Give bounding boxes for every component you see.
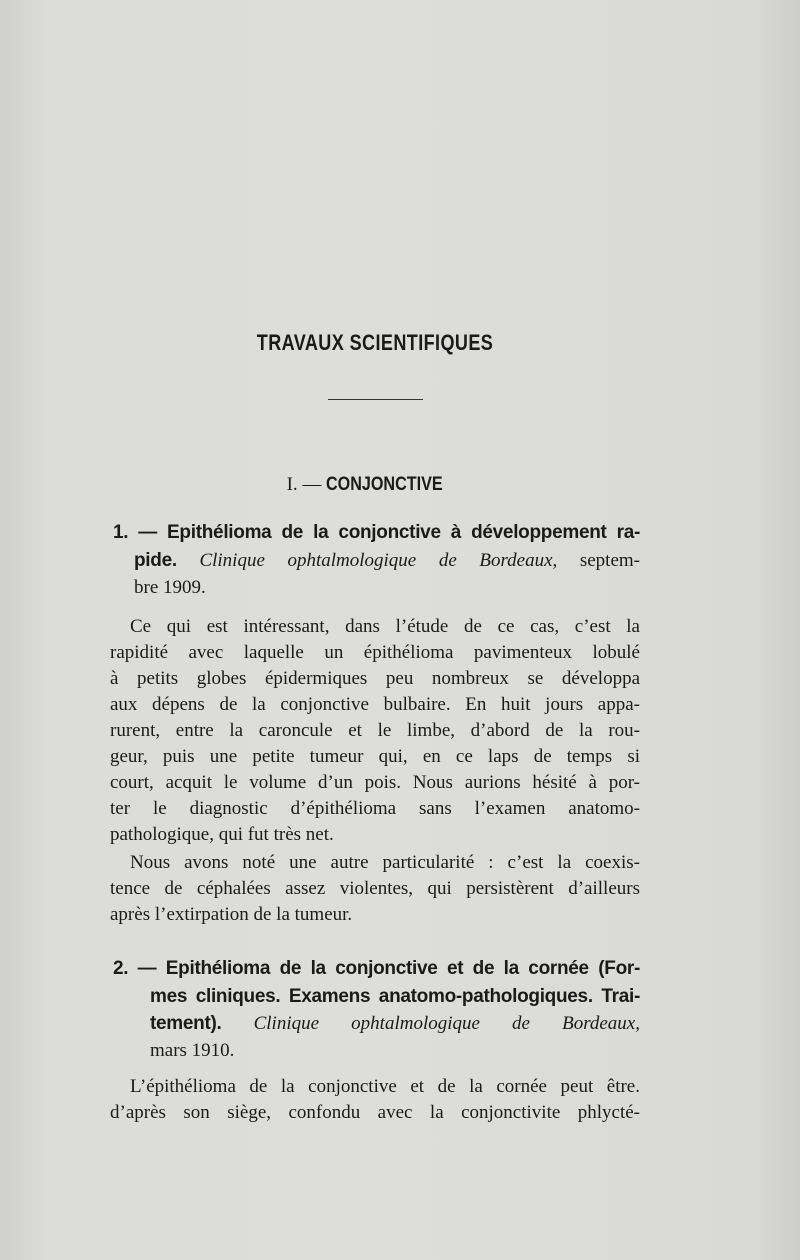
- paragraph-1-line: rurent, entre la caroncule et le limbe, d’abord de la rou-: [110, 720, 640, 741]
- paragraph-3-line: L’épithélioma de la conjonctive et de la cornée peut être.: [130, 1076, 640, 1097]
- paragraph-3-line: d’après son siège, confondu avec la conjonctivite phlycté-: [110, 1102, 640, 1123]
- paragraph-2-line: après l’extirpation de la tumeur.: [110, 904, 353, 925]
- entry-2-title-line-3: tement). Clinique ophtalmologique de Bordeaux,: [150, 1013, 640, 1034]
- section-label: CONJONCTIVE: [326, 474, 443, 495]
- paragraph-1-line: Ce qui est intéressant, dans l’étude de ce cas, c’est la: [130, 616, 640, 637]
- paragraph-1-line: geur, puis une petite tumeur qui, en ce laps de temps si: [110, 746, 640, 767]
- paragraph-1-line: à petits globes épidermiques peu nombreux se développa: [110, 668, 640, 689]
- title-rule: [328, 399, 423, 400]
- paragraph-1-line: ter le diagnostic d’épithélioma sans l’examen anatomo-: [110, 798, 640, 819]
- section-heading: [0, 474, 750, 496]
- section-number: I. —: [286, 474, 322, 495]
- paragraph-2-line: tence de céphalées assez violentes, qui persistèrent d’ailleurs: [110, 878, 640, 899]
- paragraph-1-line: rapidité avec laquelle un épithélioma pavimenteux lobulé: [110, 642, 640, 663]
- paragraph-1-line: aux dépens de la conjonctive bulbaire. En huit jours appa-: [110, 694, 640, 715]
- entry-2-title-line-4: mars 1910.: [150, 1040, 235, 1061]
- paragraph-1-line: pathologique, qui fut très net.: [110, 824, 334, 845]
- entry-1-title-line-2: pide. Clinique ophtalmologique de Bordeaux, septem-: [134, 550, 641, 571]
- paragraph-1-line: court, acquit le volume d’un pois. Nous aurions hésité à por-: [110, 772, 640, 793]
- page-title: TRAVAUX SCIENTIFIQUES: [256, 330, 494, 355]
- entry-1-title-line-3: bre 1909.: [134, 577, 206, 598]
- entry-1-title-line-1: 1. — Epithélioma de la conjonctive à développement ra-: [113, 522, 640, 543]
- entry-2-title-line-1: 2. — Epithélioma de la conjonctive et de la cornée (For-: [113, 958, 640, 979]
- paragraph-2-line: Nous avons noté une autre particularité : c’est la coexis-: [130, 852, 640, 873]
- entry-2-title-line-2: mes cliniques. Examens anatomo-pathologiques. Trai-: [150, 986, 640, 1007]
